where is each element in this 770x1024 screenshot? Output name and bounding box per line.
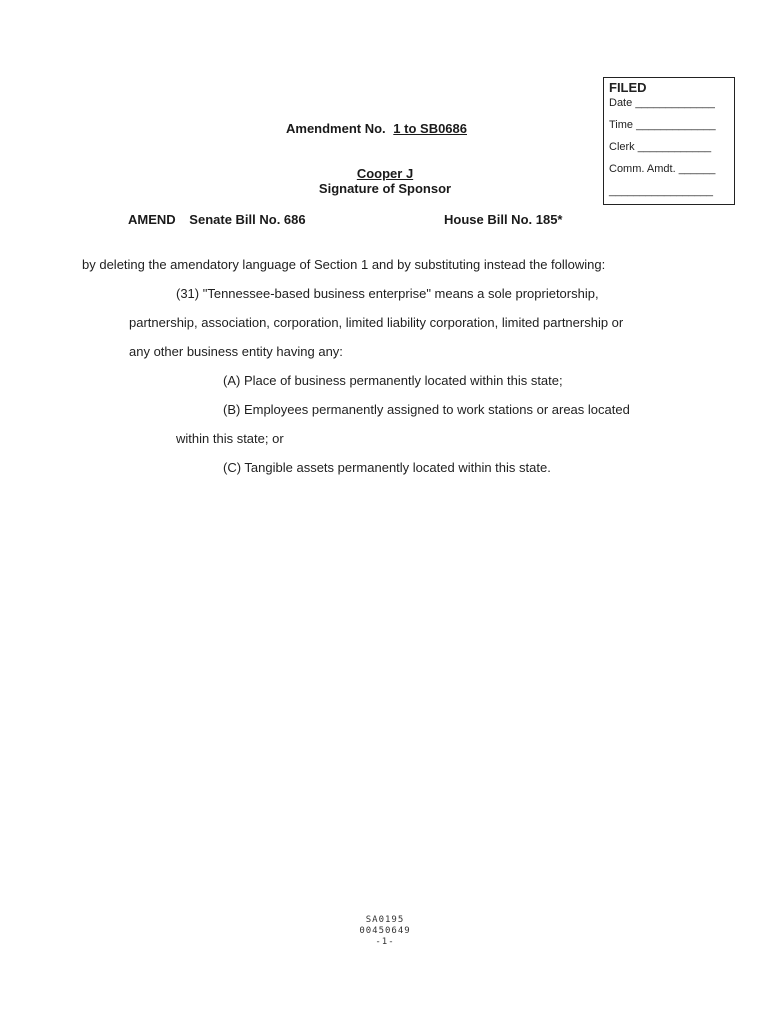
filed-date-blank: _____________ xyxy=(635,97,715,109)
item-b-line-1: (B) Employees permanently assigned to work stations or areas located xyxy=(223,402,630,417)
page-footer xyxy=(0,915,770,948)
footer-code: SA0195 xyxy=(365,915,405,925)
definition-line-3: any other business entity having any: xyxy=(129,344,343,359)
filed-clerk-blank: ____________ xyxy=(637,141,712,153)
filed-time-blank: _____________ xyxy=(636,119,716,131)
filed-time-label: Time xyxy=(609,119,634,131)
filed-date-label: Date xyxy=(609,97,633,109)
footer-page-number: -1- xyxy=(375,937,395,947)
sponsor-label: Signature of Sponsor xyxy=(318,181,452,196)
filed-date-line xyxy=(609,97,715,110)
item-c: (C) Tangible assets permanently located within this state. xyxy=(223,460,551,475)
definition-line-1: (31) "Tennessee-based business enterprise" means a sole proprietorship, xyxy=(176,286,599,301)
item-b-line-2: within this state; or xyxy=(176,431,284,446)
item-a: (A) Place of business permanently located within this state; xyxy=(223,373,563,388)
filed-time-line xyxy=(609,119,716,132)
amend-label: AMEND xyxy=(128,212,176,227)
filed-comm-amdt-label: Comm. Amdt. xyxy=(609,163,676,175)
amend-senate-line xyxy=(128,212,306,227)
definition-line-2: partnership, association, corporation, limited liability corporation, limited partnership or xyxy=(129,315,624,330)
filed-clerk-label: Clerk xyxy=(609,141,635,153)
senate-bill-number: Senate Bill No. 686 xyxy=(189,212,306,227)
amendment-number xyxy=(286,121,467,136)
amendment-label: Amendment No. xyxy=(286,121,386,136)
house-bill-number: House Bill No. 185* xyxy=(444,212,563,227)
amendment-value: 1 to SB0686 xyxy=(393,121,467,136)
filed-comm-amdt-blank: ______ xyxy=(678,163,716,175)
sponsor-name: Cooper J xyxy=(356,166,414,181)
footer-number: 00450649 xyxy=(359,926,411,936)
body-intro: by deleting the amendatory language of Section 1 and by substituting instead the following: xyxy=(82,257,606,272)
filed-title: FILED xyxy=(609,80,647,95)
filed-signature-blank: _________________ xyxy=(609,185,714,197)
filed-clerk-line xyxy=(609,141,711,154)
